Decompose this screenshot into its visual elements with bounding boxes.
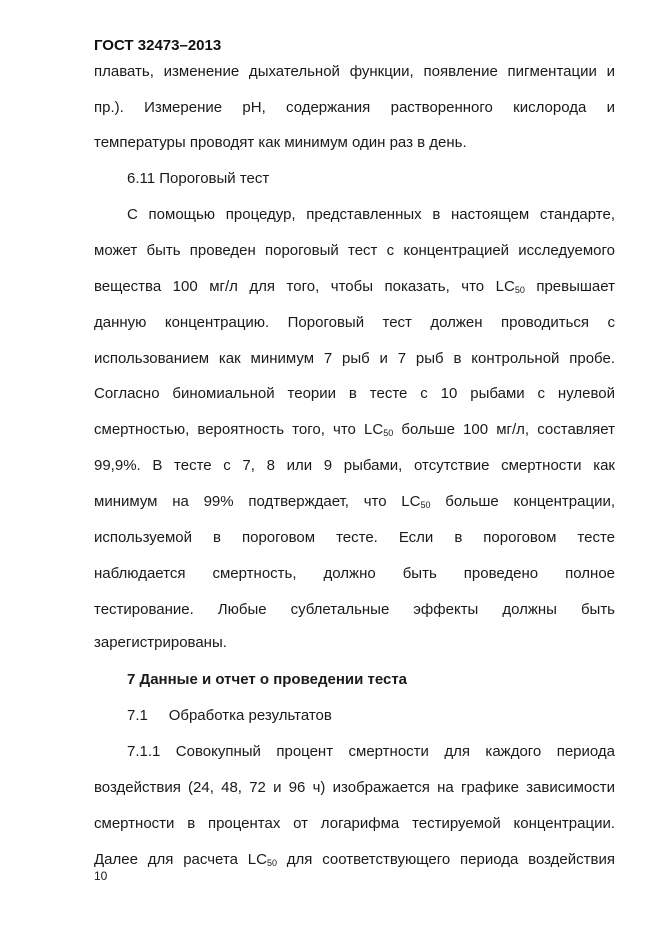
text-line: использованием как минимум 7 рыб и 7 рыб в контрольной пробе. — [94, 350, 615, 367]
text-line: С помощью процедур, представленных в настоящем стандарте, — [127, 206, 615, 223]
text-line: Согласно биномиальной теории в тесте с 10 рыбами с нулевой — [94, 385, 615, 402]
text-line: смертности в процентах от логарифма тестируемой концентрации. — [94, 815, 615, 832]
text-line: минимум на 99% подтверждает, что $LC_{50}$ больше концентрации, — [94, 493, 615, 510]
text-line: воздействия (24, 48, 72 и 96 ч) изображается на графике зависимости — [94, 779, 615, 796]
text-line: зарегистрированы. — [94, 634, 227, 651]
text-line: 7.1.1 Совокупный процент смертности для каждого периода — [127, 743, 615, 760]
text-line: плавать, изменение дыхательной функции, появление пигментации и — [94, 63, 615, 80]
page-number: 10 — [94, 869, 108, 883]
text-line: вещества 100 мг/л для того, чтобы показать, что $LC_{50}$ превышает — [94, 278, 615, 295]
text-line: данную концентрацию. Пороговый тест должен проводиться с — [94, 314, 615, 331]
text-line: может быть проведен пороговый тест с концентрацией исследуемого — [94, 242, 615, 259]
text-line: тестирование. Любые сублетальные эффекты должны быть — [94, 601, 615, 618]
section-heading-7: 7 Данные и отчет о проведении теста — [127, 671, 408, 688]
text-line: наблюдается смертность, должно быть проведено полное — [94, 565, 615, 582]
text-line: 99,9%. В тесте с 7, 8 или 9 рыбами, отсутствие смертности как — [94, 457, 615, 474]
section-heading-6-11: 6.11 Пороговый тест — [127, 170, 270, 187]
text-line: температуры проводят как минимум один раз в день. — [94, 134, 467, 151]
text-line: используемой в пороговом тесте. Если в пороговом тесте — [94, 529, 615, 546]
text-line: пр.). Измерение рН, содержания растворенного кислорода и — [94, 99, 615, 116]
subsection-heading-7-1: 7.1 Обработка результатов — [127, 707, 332, 724]
text-line: смертностью, вероятность того, что $LC_{50}$ больше 100 мг/л, составляет — [94, 421, 616, 438]
text-line: Далее для расчета $LC_{50}$ для соответствующего периода воздействия — [94, 851, 615, 868]
standard-header: ГОСТ 32473–2013 — [94, 37, 222, 54]
